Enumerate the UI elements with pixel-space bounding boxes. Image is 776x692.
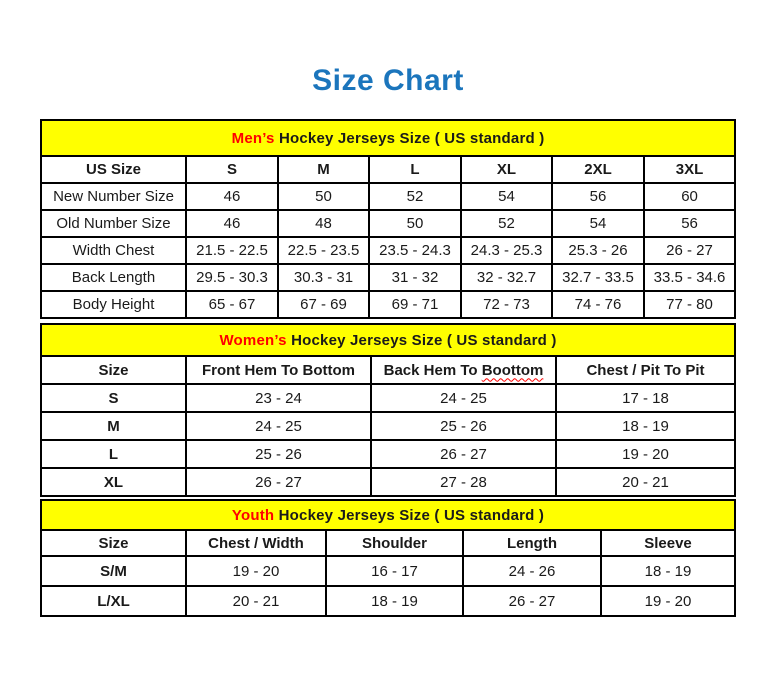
size-value-cell: 19 - 20 <box>601 586 735 616</box>
column-header: Chest / Pit To Pit <box>556 356 735 384</box>
youth-column-header-row <box>41 530 735 556</box>
mens-column-header-row <box>41 156 735 183</box>
column-header: M <box>278 156 369 183</box>
section-title-rest: Hockey Jerseys Size ( US standard ) <box>274 506 545 524</box>
size-value-cell: 77 - 80 <box>644 291 735 318</box>
row-label: Old Number Size <box>41 210 186 237</box>
section-title-rest: Hockey Jerseys Size ( US standard ) <box>286 331 557 349</box>
spellcheck-underline: Boottom <box>481 361 544 379</box>
size-value-cell: 25 - 26 <box>371 412 556 440</box>
column-header: Size <box>41 356 186 384</box>
column-header: Size <box>41 530 186 556</box>
size-value-cell: 24 - 26 <box>463 556 601 586</box>
size-value-cell: 46 <box>186 183 278 210</box>
size-value-cell: 18 - 19 <box>556 412 735 440</box>
size-value-cell: 69 - 71 <box>369 291 461 318</box>
column-header: Shoulder <box>326 530 463 556</box>
mens-size-table <box>40 119 736 319</box>
row-label: S <box>41 384 186 412</box>
size-value-cell: 21.5 - 22.5 <box>186 237 278 264</box>
size-value-cell: 54 <box>552 210 644 237</box>
size-value-cell: 16 - 17 <box>326 556 463 586</box>
size-value-cell: 18 - 19 <box>326 586 463 616</box>
size-value-cell: 24.3 - 25.3 <box>461 237 552 264</box>
womens-section-band-row <box>41 324 735 356</box>
size-value-cell: 50 <box>369 210 461 237</box>
size-value-cell: 60 <box>644 183 735 210</box>
size-value-cell: 18 - 19 <box>601 556 735 586</box>
table-row <box>41 183 735 210</box>
row-label: Back Length <box>41 264 186 291</box>
column-header: Front Hem To Bottom <box>186 356 371 384</box>
size-value-cell: 23 - 24 <box>186 384 371 412</box>
column-header: Sleeve <box>601 530 735 556</box>
table-row <box>41 264 735 291</box>
size-value-cell: 56 <box>644 210 735 237</box>
size-value-cell: 48 <box>278 210 369 237</box>
table-row <box>41 556 735 586</box>
column-header: US Size <box>41 156 186 183</box>
section-title-accent: Women’s <box>219 331 287 349</box>
row-label: L/XL <box>41 586 186 616</box>
table-row <box>41 586 735 616</box>
row-label: Body Height <box>41 291 186 318</box>
youth-size-table <box>40 499 736 617</box>
size-value-cell: 22.5 - 23.5 <box>278 237 369 264</box>
size-value-cell: 20 - 21 <box>556 468 735 496</box>
table-row <box>41 291 735 318</box>
column-header: 2XL <box>552 156 644 183</box>
column-header: XL <box>461 156 552 183</box>
column-header: L <box>369 156 461 183</box>
size-value-cell: 72 - 73 <box>461 291 552 318</box>
table-row <box>41 384 735 412</box>
column-header: Back Hem To Boottom <box>371 356 556 384</box>
section-title-accent: Men’s <box>231 129 275 147</box>
size-value-cell: 56 <box>552 183 644 210</box>
size-value-cell: 26 - 27 <box>186 468 371 496</box>
size-value-cell: 52 <box>369 183 461 210</box>
section-title-rest: Hockey Jerseys Size ( US standard ) <box>274 129 545 147</box>
column-header: Length <box>463 530 601 556</box>
size-value-cell: 19 - 20 <box>186 556 326 586</box>
size-value-cell: 52 <box>461 210 552 237</box>
table-row <box>41 237 735 264</box>
section-title-accent: Youth <box>231 506 275 524</box>
size-value-cell: 29.5 - 30.3 <box>186 264 278 291</box>
youth-section-band-row <box>41 500 735 530</box>
row-label: L <box>41 440 186 468</box>
womens-size-table <box>40 323 736 497</box>
row-label: XL <box>41 468 186 496</box>
row-label: S/M <box>41 556 186 586</box>
size-value-cell: 24 - 25 <box>186 412 371 440</box>
column-header: Chest / Width <box>186 530 326 556</box>
size-value-cell: 19 - 20 <box>556 440 735 468</box>
row-label: Width Chest <box>41 237 186 264</box>
size-value-cell: 46 <box>186 210 278 237</box>
size-value-cell: 33.5 - 34.6 <box>644 264 735 291</box>
size-value-cell: 20 - 21 <box>186 586 326 616</box>
page-title: Size Chart <box>312 64 464 97</box>
youth-section-header <box>41 500 735 530</box>
mens-section-header <box>41 120 735 156</box>
table-row <box>41 468 735 496</box>
size-value-cell: 26 - 27 <box>371 440 556 468</box>
column-header: S <box>186 156 278 183</box>
size-value-cell: 26 - 27 <box>463 586 601 616</box>
size-value-cell: 65 - 67 <box>186 291 278 318</box>
table-row <box>41 440 735 468</box>
size-value-cell: 23.5 - 24.3 <box>369 237 461 264</box>
size-value-cell: 31 - 32 <box>369 264 461 291</box>
column-header: 3XL <box>644 156 735 183</box>
size-tables-container <box>0 119 776 617</box>
size-value-cell: 32.7 - 33.5 <box>552 264 644 291</box>
size-value-cell: 67 - 69 <box>278 291 369 318</box>
row-label: M <box>41 412 186 440</box>
size-value-cell: 74 - 76 <box>552 291 644 318</box>
size-value-cell: 17 - 18 <box>556 384 735 412</box>
mens-section-band-row <box>41 120 735 156</box>
size-value-cell: 54 <box>461 183 552 210</box>
womens-column-header-row <box>41 356 735 384</box>
size-value-cell: 27 - 28 <box>371 468 556 496</box>
size-value-cell: 25 - 26 <box>186 440 371 468</box>
size-value-cell: 25.3 - 26 <box>552 237 644 264</box>
row-label: New Number Size <box>41 183 186 210</box>
size-value-cell: 26 - 27 <box>644 237 735 264</box>
size-value-cell: 32 - 32.7 <box>461 264 552 291</box>
table-row <box>41 412 735 440</box>
table-row <box>41 210 735 237</box>
size-value-cell: 30.3 - 31 <box>278 264 369 291</box>
size-value-cell: 24 - 25 <box>371 384 556 412</box>
womens-section-header <box>41 324 735 356</box>
size-value-cell: 50 <box>278 183 369 210</box>
